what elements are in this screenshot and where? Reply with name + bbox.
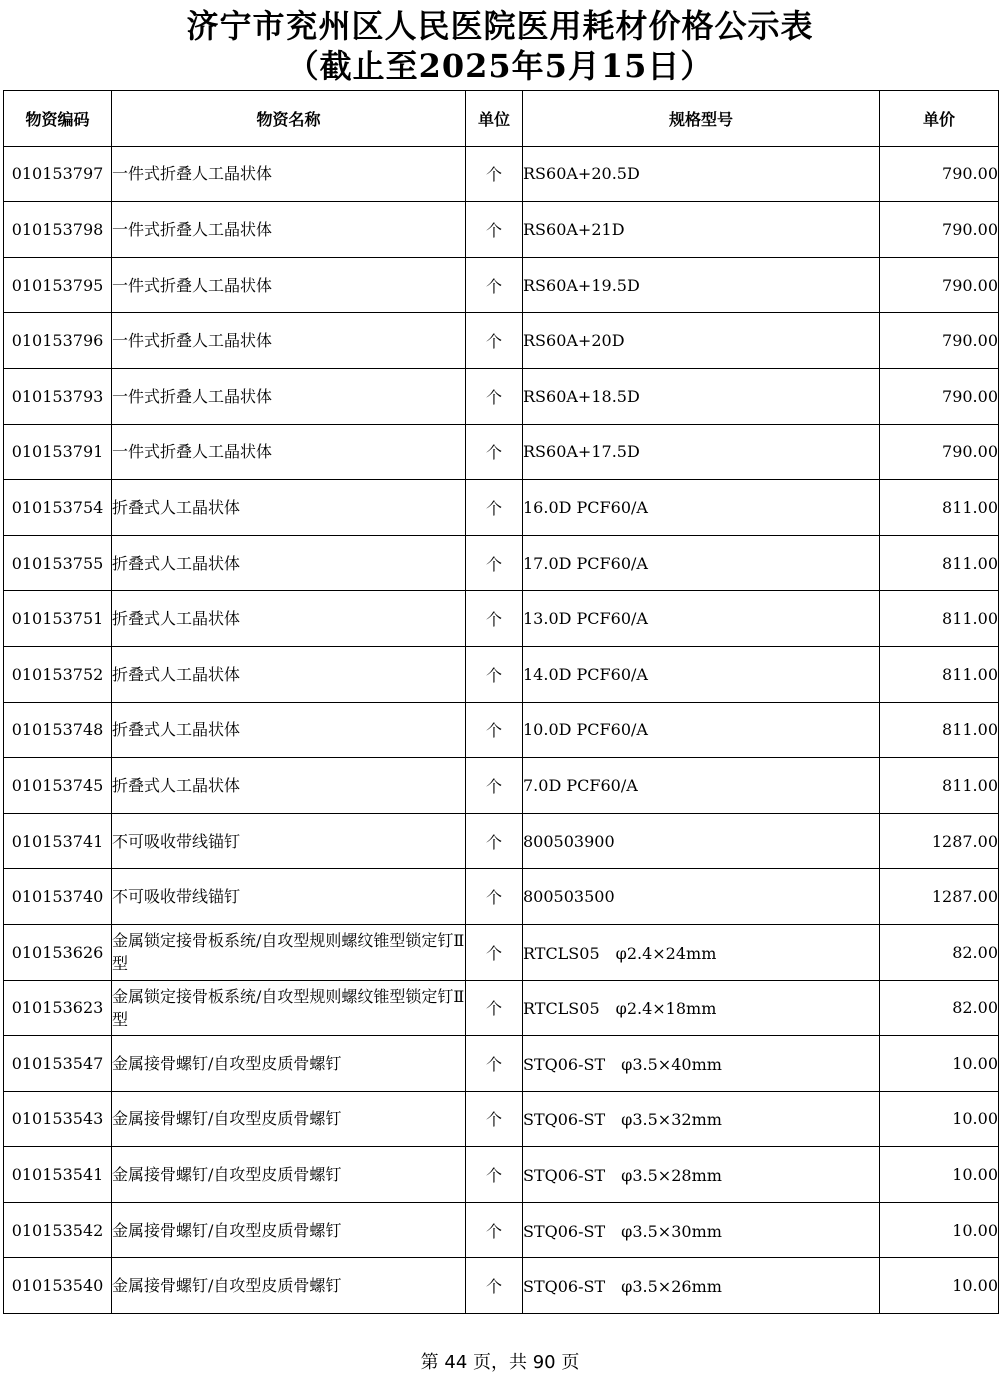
cell-name: 金属接骨螺钉/自攻型皮质骨螺钉 <box>112 1202 466 1258</box>
cell-code: 010153798 <box>4 202 112 258</box>
table-row <box>4 313 999 369</box>
table-row <box>4 813 999 869</box>
header-code: 物资编码 <box>4 91 112 147</box>
cell-unit: 个 <box>466 1258 523 1314</box>
cell-name: 金属锁定接骨板系统/自攻型规则螺纹锥型锁定钉Ⅱ型 <box>112 980 466 1036</box>
cell-code: 010153791 <box>4 424 112 480</box>
cell-code: 010153797 <box>4 146 112 202</box>
table-row <box>4 1147 999 1203</box>
cell-code: 010153752 <box>4 646 112 702</box>
cell-name: 折叠式人工晶状体 <box>112 646 466 702</box>
cell-code: 010153795 <box>4 257 112 313</box>
cell-code: 010153751 <box>4 591 112 647</box>
cell-price: 811.00 <box>880 535 999 591</box>
table-row <box>4 424 999 480</box>
cell-price: 790.00 <box>880 313 999 369</box>
table-row <box>4 980 999 1036</box>
cell-price: 811.00 <box>880 480 999 536</box>
cell-unit: 个 <box>466 924 523 980</box>
cell-spec: RS60A+20.5D <box>523 146 880 202</box>
cell-unit: 个 <box>466 480 523 536</box>
cell-unit: 个 <box>466 202 523 258</box>
table-row <box>4 257 999 313</box>
cell-spec: RS60A+17.5D <box>523 424 880 480</box>
price-table <box>3 90 999 1314</box>
cell-price: 790.00 <box>880 202 999 258</box>
cell-spec: STQ06-ST φ3.5×30mm <box>523 1202 880 1258</box>
cell-spec: RTCLS05 φ2.4×18mm <box>523 980 880 1036</box>
cell-unit: 个 <box>466 424 523 480</box>
cell-name: 一件式折叠人工晶状体 <box>112 424 466 480</box>
cell-spec: STQ06-ST φ3.5×26mm <box>523 1258 880 1314</box>
page-subtitle-date: （截止至2025年5月15日） <box>286 47 714 85</box>
cell-spec: 14.0D PCF60/A <box>523 646 880 702</box>
cell-code: 010153547 <box>4 1036 112 1092</box>
cell-price: 10.00 <box>880 1258 999 1314</box>
cell-spec: 10.0D PCF60/A <box>523 702 880 758</box>
header-name: 物资名称 <box>112 91 466 147</box>
cell-code: 010153543 <box>4 1091 112 1147</box>
table-row <box>4 1036 999 1092</box>
cell-unit: 个 <box>466 980 523 1036</box>
cell-price: 790.00 <box>880 146 999 202</box>
cell-price: 10.00 <box>880 1202 999 1258</box>
cell-spec: 13.0D PCF60/A <box>523 591 880 647</box>
cell-spec: 16.0D PCF60/A <box>523 480 880 536</box>
cell-name: 一件式折叠人工晶状体 <box>112 368 466 424</box>
cell-code: 010153745 <box>4 758 112 814</box>
cell-code: 010153796 <box>4 313 112 369</box>
cell-price: 811.00 <box>880 591 999 647</box>
cell-price: 82.00 <box>880 980 999 1036</box>
cell-unit: 个 <box>466 313 523 369</box>
cell-spec: STQ06-ST φ3.5×28mm <box>523 1147 880 1203</box>
header-price: 单价 <box>880 91 999 147</box>
cell-spec: 7.0D PCF60/A <box>523 758 880 814</box>
cell-name: 一件式折叠人工晶状体 <box>112 146 466 202</box>
cell-spec: RS60A+21D <box>523 202 880 258</box>
cell-code: 010153626 <box>4 924 112 980</box>
cell-code: 010153741 <box>4 813 112 869</box>
cell-price: 10.00 <box>880 1091 999 1147</box>
table-row <box>4 480 999 536</box>
cell-name: 一件式折叠人工晶状体 <box>112 202 466 258</box>
cell-unit: 个 <box>466 1036 523 1092</box>
header-spec: 规格型号 <box>523 91 880 147</box>
table-row <box>4 368 999 424</box>
cell-spec: RS60A+18.5D <box>523 368 880 424</box>
table-row <box>4 591 999 647</box>
cell-spec: 800503500 <box>523 869 880 925</box>
cell-spec: STQ06-ST φ3.5×32mm <box>523 1091 880 1147</box>
cell-spec: STQ06-ST φ3.5×40mm <box>523 1036 880 1092</box>
cell-unit: 个 <box>466 1202 523 1258</box>
cell-price: 790.00 <box>880 257 999 313</box>
cell-code: 010153540 <box>4 1258 112 1314</box>
table-row <box>4 1258 999 1314</box>
table-row <box>4 146 999 202</box>
cell-price: 1287.00 <box>880 869 999 925</box>
table-row <box>4 1091 999 1147</box>
cell-unit: 个 <box>466 869 523 925</box>
cell-unit: 个 <box>466 257 523 313</box>
cell-name: 金属接骨螺钉/自攻型皮质骨螺钉 <box>112 1147 466 1203</box>
cell-code: 010153755 <box>4 535 112 591</box>
cell-code: 010153754 <box>4 480 112 536</box>
cell-name: 折叠式人工晶状体 <box>112 758 466 814</box>
cell-price: 1287.00 <box>880 813 999 869</box>
cell-price: 811.00 <box>880 758 999 814</box>
cell-price: 790.00 <box>880 424 999 480</box>
cell-price: 10.00 <box>880 1147 999 1203</box>
cell-price: 790.00 <box>880 368 999 424</box>
cell-spec: RTCLS05 φ2.4×24mm <box>523 924 880 980</box>
table-header-row <box>4 91 999 147</box>
table-body <box>4 146 999 1313</box>
table-row <box>4 1202 999 1258</box>
cell-code: 010153542 <box>4 1202 112 1258</box>
cell-code: 010153541 <box>4 1147 112 1203</box>
cell-price: 811.00 <box>880 702 999 758</box>
cell-name: 折叠式人工晶状体 <box>112 535 466 591</box>
cell-name: 金属接骨螺钉/自攻型皮质骨螺钉 <box>112 1091 466 1147</box>
cell-code: 010153748 <box>4 702 112 758</box>
cell-name: 不可吸收带线锚钉 <box>112 813 466 869</box>
cell-unit: 个 <box>466 535 523 591</box>
cell-name: 折叠式人工晶状体 <box>112 702 466 758</box>
cell-unit: 个 <box>466 702 523 758</box>
cell-code: 010153623 <box>4 980 112 1036</box>
table-row <box>4 702 999 758</box>
cell-code: 010153740 <box>4 869 112 925</box>
cell-unit: 个 <box>466 368 523 424</box>
cell-unit: 个 <box>466 146 523 202</box>
cell-unit: 个 <box>466 758 523 814</box>
table-row <box>4 758 999 814</box>
cell-code: 010153793 <box>4 368 112 424</box>
cell-name: 折叠式人工晶状体 <box>112 480 466 536</box>
cell-name: 金属锁定接骨板系统/自攻型规则螺纹锥型锁定钉Ⅱ型 <box>112 924 466 980</box>
cell-price: 10.00 <box>880 1036 999 1092</box>
cell-name: 一件式折叠人工晶状体 <box>112 313 466 369</box>
cell-spec: RS60A+20D <box>523 313 880 369</box>
cell-name: 不可吸收带线锚钉 <box>112 869 466 925</box>
cell-unit: 个 <box>466 813 523 869</box>
table-row <box>4 202 999 258</box>
cell-name: 金属接骨螺钉/自攻型皮质骨螺钉 <box>112 1036 466 1092</box>
cell-name: 金属接骨螺钉/自攻型皮质骨螺钉 <box>112 1258 466 1314</box>
table-row <box>4 646 999 702</box>
cell-unit: 个 <box>466 646 523 702</box>
table-row <box>4 924 999 980</box>
cell-name: 一件式折叠人工晶状体 <box>112 257 466 313</box>
header-unit: 单位 <box>466 91 523 147</box>
page-title: 济宁市兖州区人民医院医用耗材价格公示表 <box>186 7 814 45</box>
cell-name: 折叠式人工晶状体 <box>112 591 466 647</box>
page-number: 第 44 页，共 90 页 <box>420 1352 580 1373</box>
cell-unit: 个 <box>466 1147 523 1203</box>
table-row <box>4 869 999 925</box>
cell-price: 82.00 <box>880 924 999 980</box>
cell-price: 811.00 <box>880 646 999 702</box>
cell-spec: RS60A+19.5D <box>523 257 880 313</box>
cell-unit: 个 <box>466 591 523 647</box>
cell-spec: 17.0D PCF60/A <box>523 535 880 591</box>
cell-spec: 800503900 <box>523 813 880 869</box>
table-row <box>4 535 999 591</box>
cell-unit: 个 <box>466 1091 523 1147</box>
